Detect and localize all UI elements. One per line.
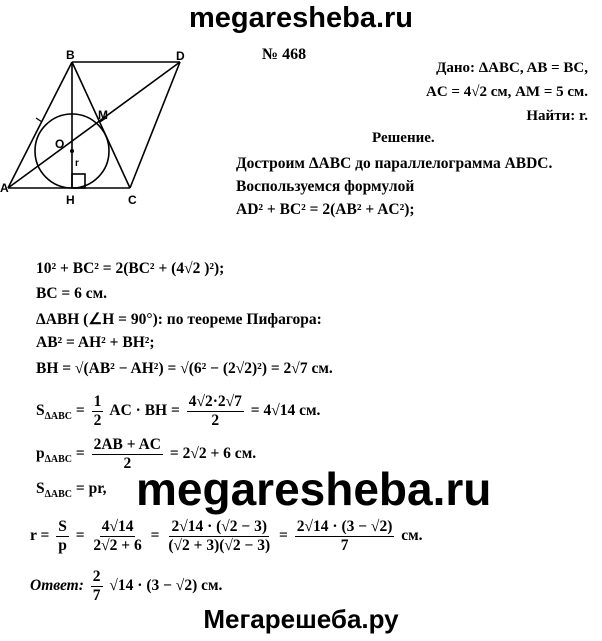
step-equation: 10² + BC² = 2(BC² + (4√2 )²); (36, 260, 225, 277)
label-c: C (128, 193, 137, 207)
step-bc: BC = 6 см. (36, 285, 108, 302)
step-bh: BH = √(AB² − AH²) = √(6² − (2√2)²) = 2√7 см. (36, 360, 333, 377)
problem-number: № 468 (262, 46, 307, 63)
watermark-middle: megaresheba.ru (136, 463, 492, 515)
watermark-top: megaresheba.ru (188, 2, 414, 34)
label-h: H (66, 193, 75, 207)
find-line: Найти: r. (526, 108, 588, 124)
step-pythagoras: ΔABH (∠H = 90°): по теореме Пифагора: (36, 311, 322, 328)
given-line-2: AC = 4√2 см, AM = 5 см. (426, 84, 588, 100)
given-line-1: Дано: ΔABC, AB = BC, (436, 60, 588, 76)
segment-bc (72, 62, 130, 188)
intro-formula: AD² + BC² = 2(AB² + AC²); (236, 201, 415, 218)
answer: Ответ: $\frac{2}{7}$ √14 · (3 − √2) см. (30, 568, 223, 604)
solution-header: Решение. (372, 130, 435, 146)
label-a: A (0, 181, 9, 195)
watermark-bottom: Мегарешеба.ру (203, 604, 399, 634)
step-area: $S_{\Delta ABC}$ = $\frac{1}{2}$ AC · BH = $\frac{4√2\cdot 2√7}{2}$ = 4√14 см. (36, 393, 321, 429)
intro-line-1: Достроим ΔABC до параллелограмма ABDC. (236, 155, 553, 172)
label-r: r (75, 158, 79, 169)
intro-line-2: Воспользуемся формулой (236, 178, 415, 195)
step-semiperimeter: $p_{\Delta ABC}$ = $\frac{2AB + AC}{2}$ = 2√2 + 6 см. (36, 436, 257, 472)
geometry-figure (0, 48, 240, 208)
label-m: M (98, 108, 108, 122)
label-d: D (176, 49, 185, 63)
label-o: O (55, 137, 65, 151)
step-ab-squared: AB² = AH² + BH²; (36, 334, 155, 351)
step-area-pr: $S_{\Delta ABC}$ = pr, (36, 480, 107, 501)
step-radius: r = $\frac{S}{p}$ = $\frac{4√14}{2√2 + 6}$ = $\frac{2√14 \cdot (√2 - 3)}{(√2 + 3)(√2 - 3)}$ = $\frac{2√14 \cdot (3 - √2)}{7}$ см. (30, 518, 423, 554)
label-b: B (66, 48, 75, 62)
